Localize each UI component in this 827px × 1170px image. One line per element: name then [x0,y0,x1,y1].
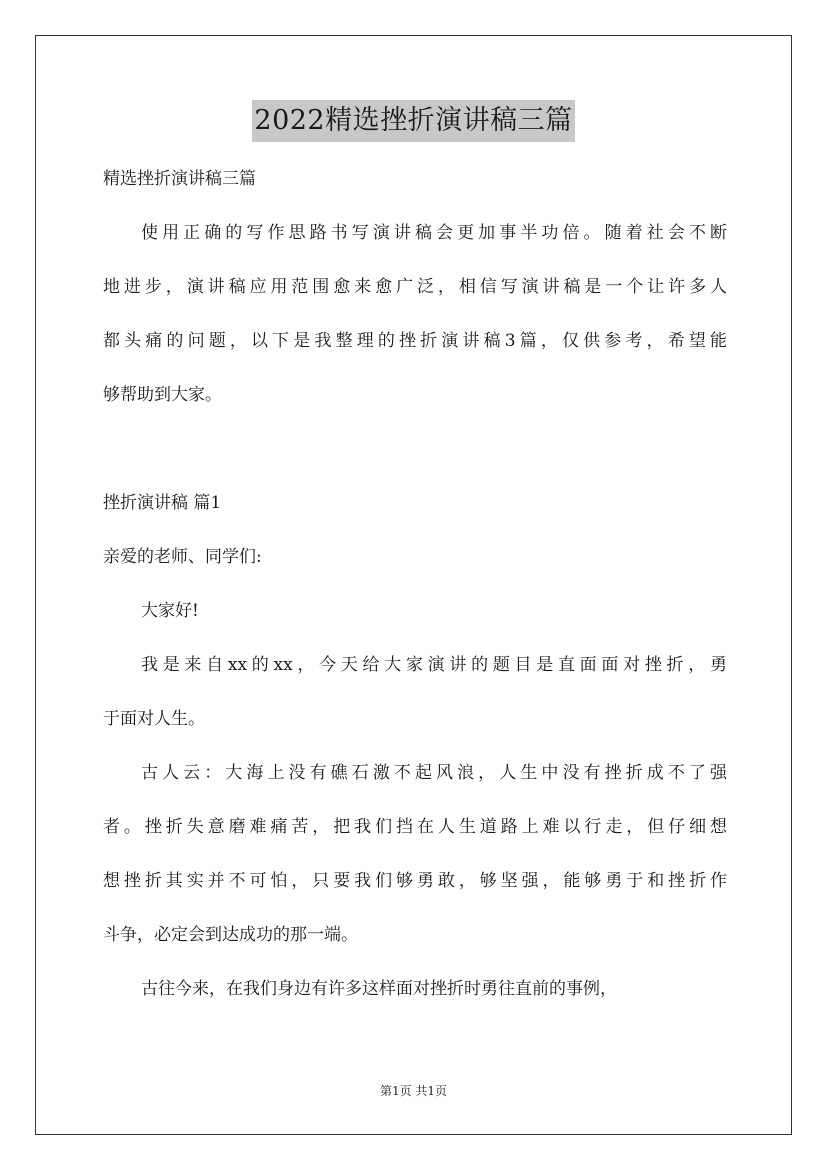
section-heading: 挫折演讲稿 篇1 [103,493,222,513]
hello-line: 大家好! [141,601,199,621]
paragraph-3 [103,976,727,1003]
para1-line-2: 于面对人生。 [103,709,205,729]
paragraph-1 [103,652,727,733]
para2-line-1: 古人云：大海上没有礁石激不起风浪，人生中没有挫折成不了强 [141,763,727,783]
document-title: 2022精选挫折演讲稿三篇 [252,100,574,142]
greeting: 亲爱的老师、同学们: [103,547,262,567]
para2-line-4: 斗争，必定会到达成功的那一端。 [103,925,358,945]
para2-line-2: 者。挫折失意磨难痛苦，把我们挡在人生道路上难以行走，但仔细想 [103,817,727,837]
document-body [103,166,727,1003]
para1-line-1: 我是来自xx的xx，今天给大家演讲的题目是直面面对挫折，勇 [141,655,727,675]
para2-line-3: 想挫折其实并不可怕，只要我们够勇敢，够坚强，能够勇于和挫折作 [103,871,727,891]
page-footer: 第1页 共1页 [379,1084,448,1098]
intro-line-1: 使用正确的写作思路书写演讲稿会更加事半功倍。随着社会不断 [141,223,727,243]
document-subtitle: 精选挫折演讲稿三篇 [103,169,256,189]
intro-line-4: 够帮助到大家。 [103,385,222,405]
para3-line-1: 古往今来，在我们身边有许多这样面对挫折时勇往直前的事例， [141,979,617,999]
paragraph-2 [103,760,727,949]
intro-line-2: 地进步，演讲稿应用范围愈来愈广泛，相信写演讲稿是一个让许多人 [103,277,727,297]
intro-line-3: 都头痛的问题，以下是我整理的挫折演讲稿3篇，仅供参考，希望能 [103,331,727,351]
title-container [0,100,827,142]
intro-paragraph [103,220,727,409]
